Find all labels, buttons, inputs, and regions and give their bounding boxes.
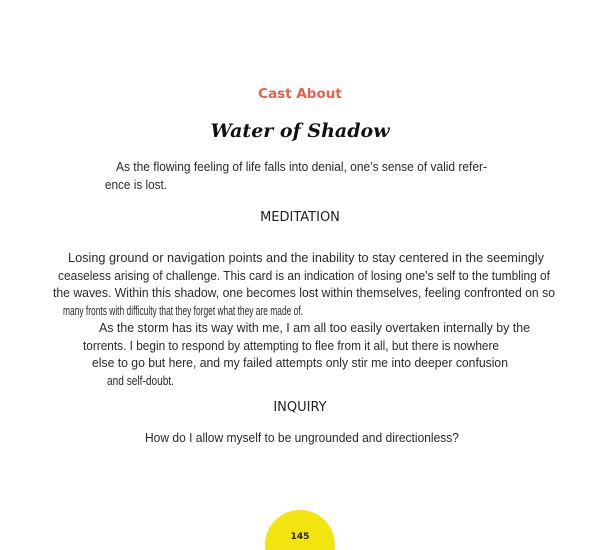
- page-number-badge: [265, 510, 335, 550]
- meditation-line: torrents. I begin to respond by attempting to flee from it all, but there is nowhere: [83, 339, 500, 353]
- intro-line: As the flowing feeling of life falls into denial, one’s sense of valid refer-: [116, 160, 487, 174]
- meditation-line: the waves. Within this shadow, one becomes lost within themselves, feeling confronted on so: [53, 286, 556, 300]
- card-title: Water of Shadow: [210, 120, 390, 142]
- meditation-line: Losing ground or navigation points and the inability to stay centered in the seemingly: [68, 251, 545, 265]
- meditation-line: many fronts with difficulty that they forget what they are made of.: [63, 304, 303, 318]
- inquiry-heading: INQUIRY: [273, 400, 327, 415]
- category-label: Cast About: [258, 86, 342, 102]
- meditation-line: As the storm has its way with me, I am all too easily overtaken internally by the: [99, 321, 531, 335]
- intro-line: ence is lost.: [105, 178, 167, 192]
- meditation-line: and self-doubt.: [107, 374, 174, 388]
- meditation-line: else to go but here, and my failed attempts only stir me into deeper confusion: [92, 356, 509, 370]
- inquiry-text: How do I allow myself to be ungrounded and directionless?: [145, 431, 460, 445]
- page-number: 145: [290, 532, 310, 542]
- meditation-heading: MEDITATION: [260, 210, 340, 225]
- meditation-line: ceaseless arising of challenge. This card is an indication of losing one’s self to the tumbling of: [58, 269, 551, 283]
